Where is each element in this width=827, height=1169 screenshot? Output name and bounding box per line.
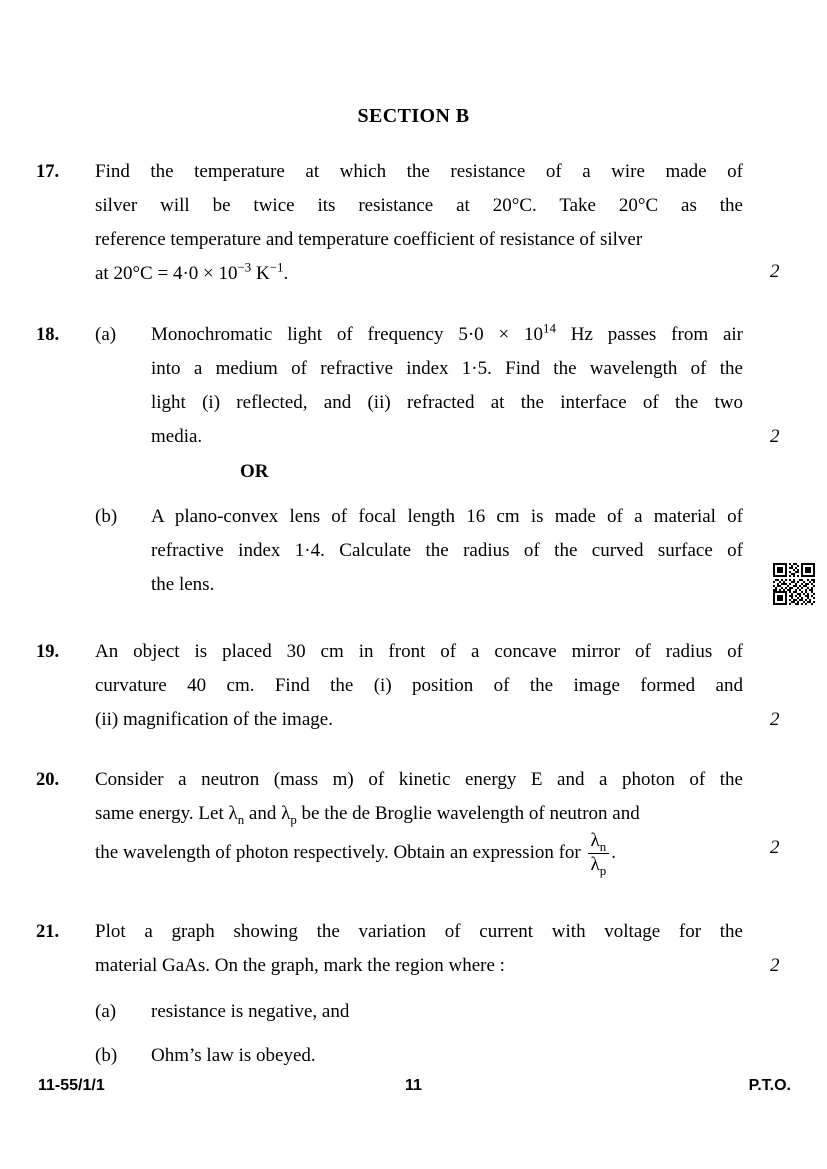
question-21-option-a bbox=[36, 995, 792, 1029]
fraction-numerator-lambda: λ bbox=[590, 830, 600, 851]
fraction-denominator-subscript: p bbox=[599, 862, 607, 878]
question-17-formula-prefix: at 20°C = 4·0 × 10 bbox=[95, 263, 238, 284]
question-18-option-b-label: (b) bbox=[95, 506, 118, 527]
question-21-line-1: Plot a graph showing the variation of current with voltage for the bbox=[95, 921, 743, 942]
question-18 bbox=[36, 318, 792, 454]
question-18a-line-4: media. bbox=[151, 426, 203, 447]
lambda-p-symbol: λ bbox=[281, 803, 291, 824]
question-21-line-2: material GaAs. On the graph, mark the region where : bbox=[95, 955, 505, 976]
question-18-option-b-wrap bbox=[95, 500, 743, 602]
question-18-option-a-text bbox=[151, 318, 743, 454]
question-18-option-b bbox=[36, 500, 792, 602]
question-17-formula bbox=[95, 257, 743, 291]
question-20-line-3-part-a: the wavelength of photon respectively. Obtain an expression for bbox=[95, 841, 586, 863]
question-20-line-2-part-b: and bbox=[244, 803, 282, 824]
fraction-denominator-lambda: λ bbox=[590, 853, 600, 875]
question-17-exponent-1: −3 bbox=[237, 259, 252, 275]
question-21-option-a-label: (a) bbox=[95, 1001, 117, 1022]
question-18b-line-3: the lens. bbox=[151, 574, 215, 595]
question-17-text bbox=[95, 155, 743, 291]
question-18b-line-2: refractive index 1·4. Calculate the radius of the curved surface of bbox=[151, 540, 743, 561]
question-19-number: 19. bbox=[36, 642, 60, 662]
question-17-line-2: silver will be twice its resistance at 20°C. Take 20°C as the bbox=[95, 195, 743, 216]
fraction-denominator bbox=[588, 854, 610, 876]
question-17-formula-suffix: . bbox=[283, 263, 289, 284]
question-20-line-3 bbox=[95, 830, 743, 878]
question-20-line-2 bbox=[95, 797, 743, 831]
question-21-option-b-label: (b) bbox=[95, 1045, 118, 1066]
question-18-option-b-text bbox=[151, 500, 743, 602]
question-21-option-a-text: resistance is negative, and bbox=[151, 1001, 350, 1022]
question-19-line-1: An object is placed 30 cm in front of a concave mirror of radius of bbox=[95, 641, 743, 662]
question-19-text bbox=[95, 635, 743, 737]
question-18-number: 18. bbox=[36, 325, 60, 345]
question-18a-line-1-prefix: Monochromatic light of frequency 5·0 × 10 bbox=[151, 324, 544, 345]
lambda-p-subscript: p bbox=[290, 811, 297, 827]
question-20-line-1: Consider a neutron (mass m) of kinetic energy E and a photon of the bbox=[95, 769, 743, 790]
question-21-marks: 2 bbox=[770, 955, 780, 976]
section-heading: SECTION B bbox=[357, 105, 470, 127]
question-18-option-a-marks: 2 bbox=[770, 426, 780, 447]
question-19-line-3: (ii) magnification of the image. bbox=[95, 709, 333, 730]
question-21 bbox=[36, 915, 792, 983]
question-18a-line-1 bbox=[151, 318, 743, 352]
question-18-option-a-label: (a) bbox=[95, 324, 117, 345]
question-17-formula-mid: K bbox=[251, 263, 270, 284]
question-20-line-3-part-b: . bbox=[611, 841, 616, 863]
qr-code-icon bbox=[773, 563, 815, 605]
question-18a-line-2: into a medium of refractive index 1·5. Find the wavelength of the bbox=[151, 358, 743, 379]
question-19-line-2: curvature 40 cm. Find the (i) position of the image formed and bbox=[95, 675, 743, 696]
page-footer bbox=[0, 1077, 827, 1103]
question-17-line-1: Find the temperature at which the resistance of a wire made of bbox=[95, 161, 743, 182]
page-number: 11 bbox=[405, 1077, 422, 1094]
question-17-line-3: reference temperature and temperature coefficient of resistance of silver bbox=[95, 229, 643, 250]
paper-code: 11-55/1/1 bbox=[38, 1077, 105, 1094]
lambda-n-subscript: n bbox=[237, 811, 245, 827]
question-21-text bbox=[95, 915, 743, 983]
turn-over-label: P.T.O. bbox=[748, 1077, 791, 1094]
question-18a-line-3: light (i) reflected, and (ii) refracted at the interface of the two bbox=[151, 392, 743, 413]
question-21-number: 21. bbox=[36, 922, 60, 942]
fraction-numerator bbox=[588, 831, 610, 854]
question-21-option-b-wrap bbox=[95, 1039, 743, 1073]
question-17 bbox=[36, 155, 792, 291]
question-20 bbox=[36, 763, 792, 878]
fraction-numerator-subscript: n bbox=[599, 838, 607, 854]
question-21-option-b-text: Ohm’s law is obeyed. bbox=[151, 1045, 316, 1066]
lambda-ratio-fraction bbox=[588, 830, 610, 878]
or-label: OR bbox=[240, 461, 269, 482]
question-18-or bbox=[36, 455, 792, 489]
question-19-marks: 2 bbox=[770, 709, 780, 730]
lambda-n-symbol: λ bbox=[228, 803, 238, 824]
question-21-option-b bbox=[36, 1039, 792, 1073]
question-20-line-2-part-c: be the de Broglie wavelength of neutron and bbox=[296, 803, 640, 824]
question-20-text bbox=[95, 763, 743, 878]
question-20-line-2-part-a: same energy. Let bbox=[95, 803, 229, 824]
question-21-option-a-wrap bbox=[95, 995, 743, 1029]
question-19 bbox=[36, 635, 792, 737]
question-18a-line-1-suffix: Hz passes from air bbox=[555, 324, 743, 345]
question-18-option-a bbox=[95, 318, 743, 454]
question-20-marks: 2 bbox=[770, 837, 780, 858]
question-18a-exponent: 14 bbox=[543, 320, 556, 336]
question-17-exponent-2: −1 bbox=[269, 259, 284, 275]
question-20-number: 20. bbox=[36, 770, 60, 790]
question-18b-line-1: A plano-convex lens of focal length 16 cm is made of a material of bbox=[151, 506, 743, 527]
question-17-number: 17. bbox=[36, 162, 60, 182]
question-17-marks: 2 bbox=[770, 261, 780, 282]
